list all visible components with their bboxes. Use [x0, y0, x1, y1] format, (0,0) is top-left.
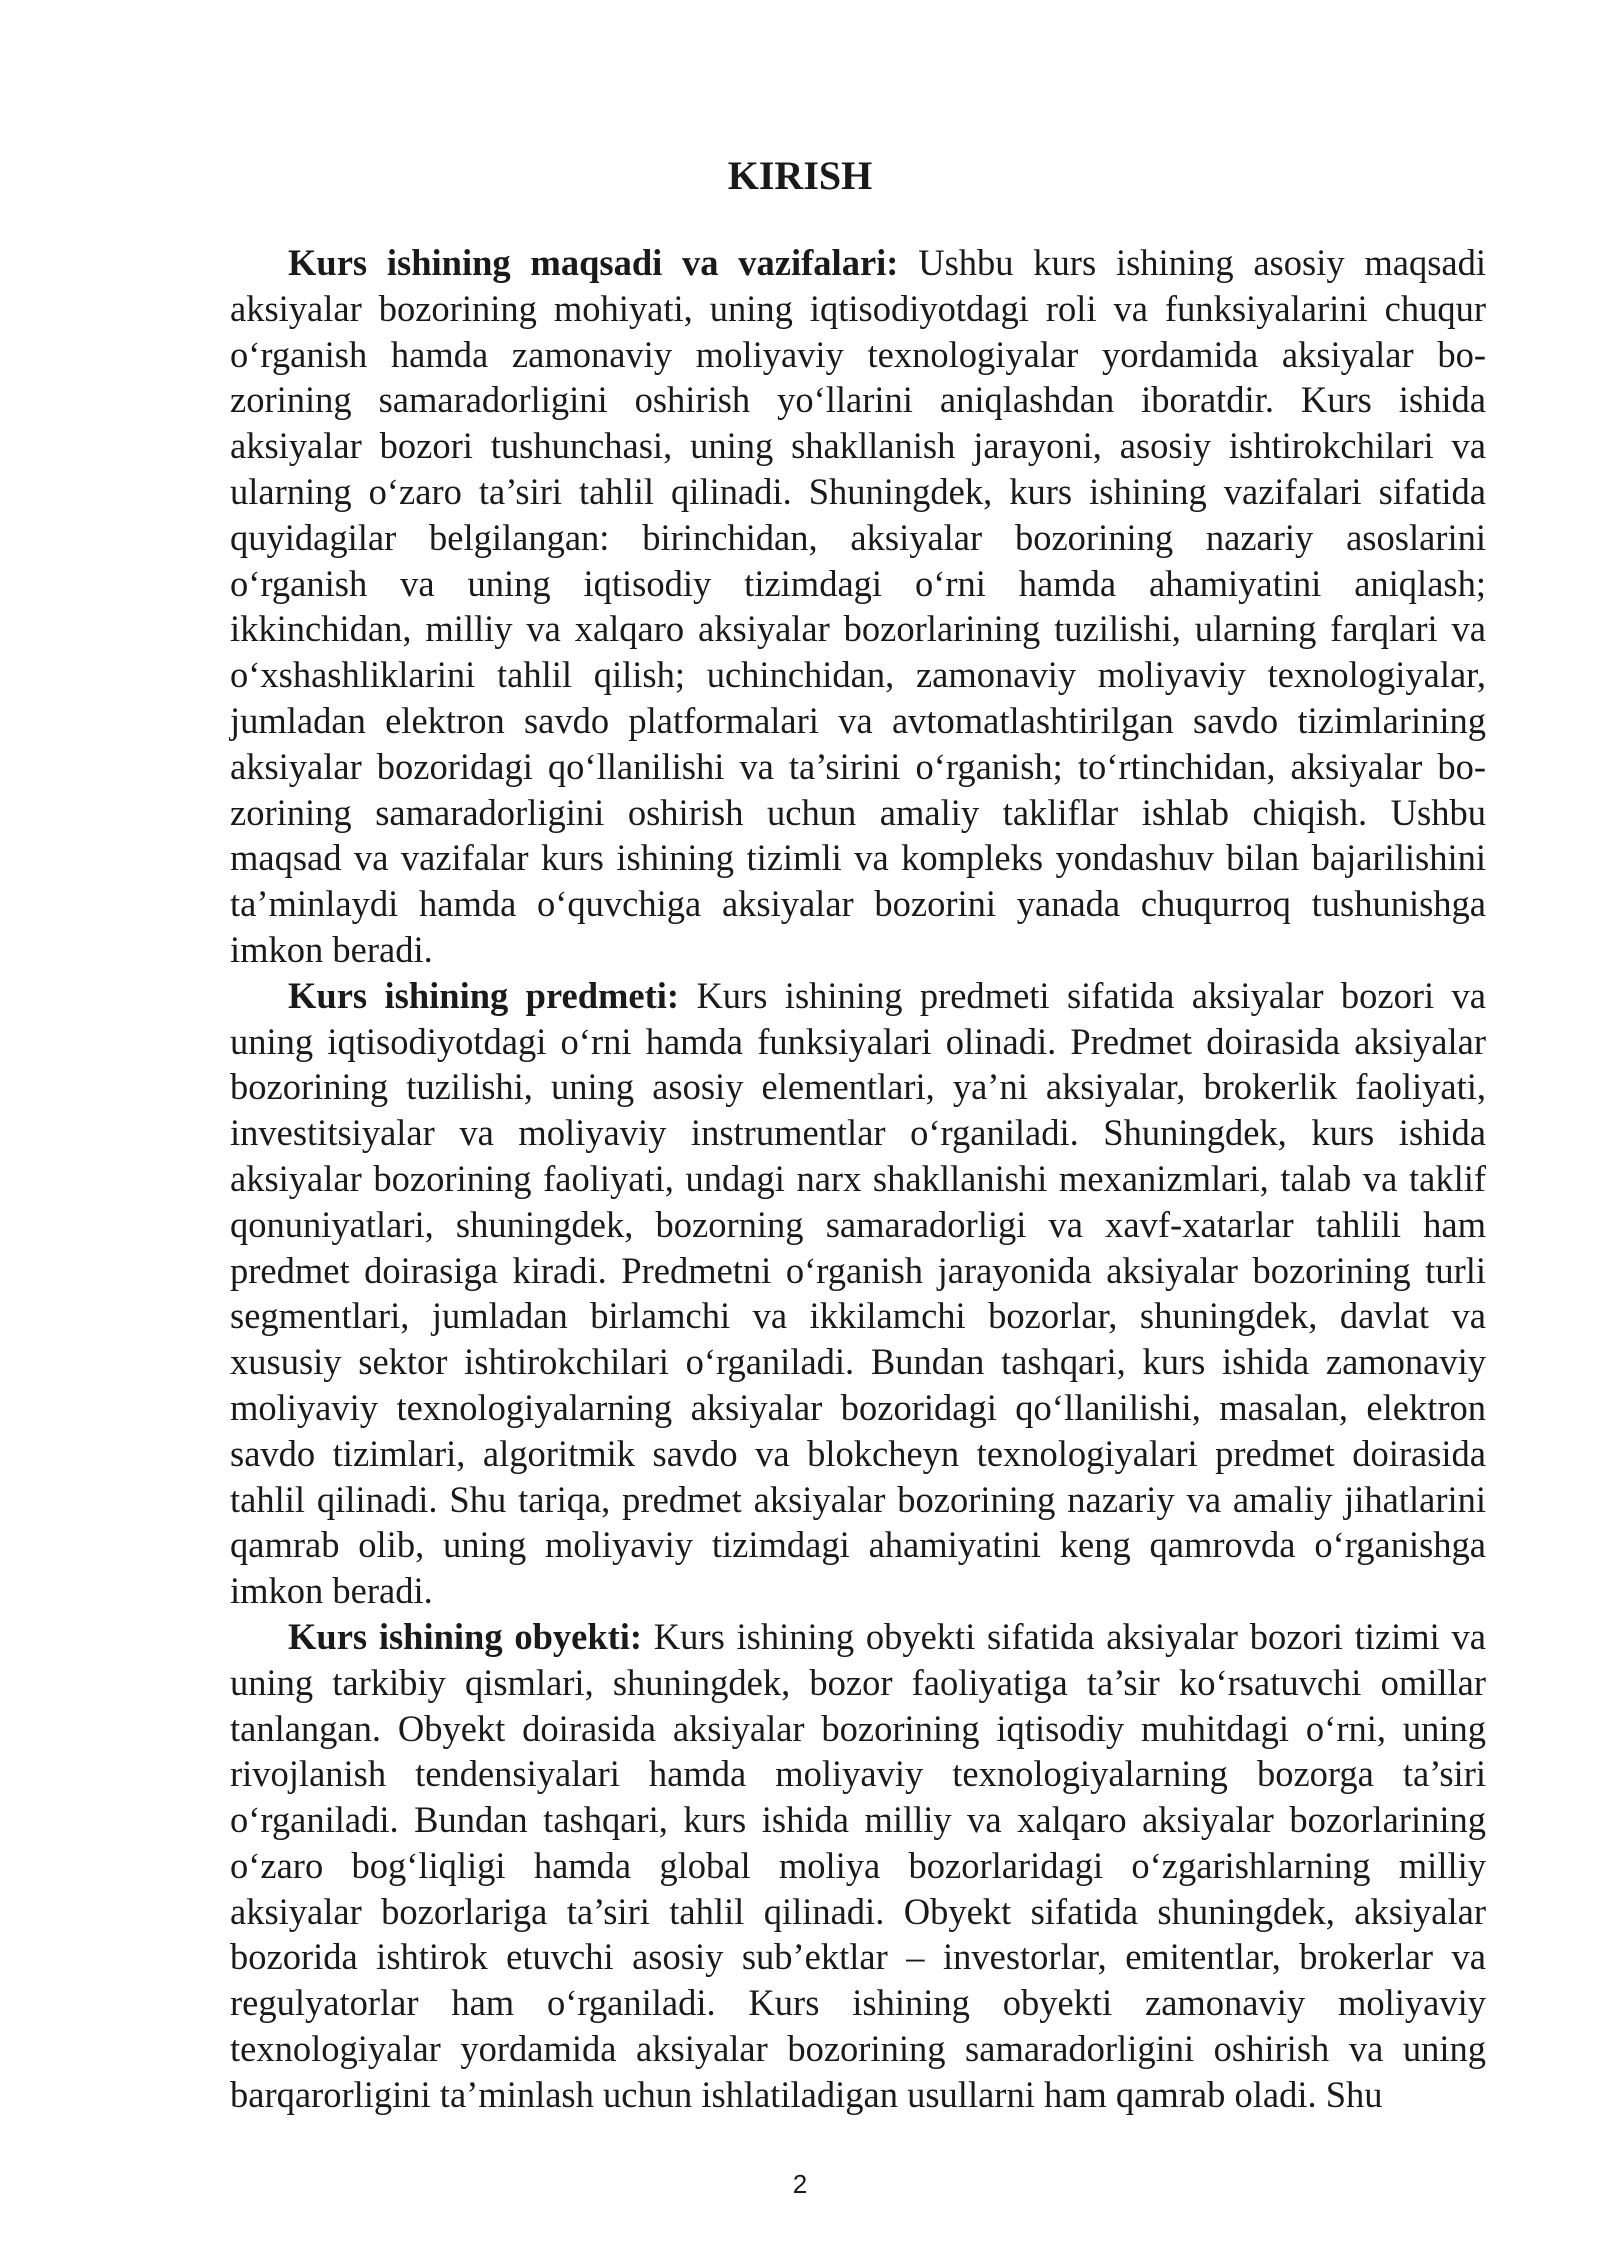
page-number: 2: [792, 2169, 808, 2199]
paragraph-purpose: [230, 240, 1486, 973]
page-title: KIRISH: [727, 153, 873, 198]
paragraph-lead: Kurs ishining predmeti:: [288, 974, 680, 1016]
paragraph-text: Kurs ishining obyekti sifatida aksiyalar bozori tizimi va uning tarkibiy qismlari, shuningdek, bozor faoliyatiga ta’sir ko‘rsatuvchi omillar tanlangan. Obyekt doirasida aksiyalar bozorining iqtisodiy muhitdagi o‘rni, uning rivojlanish tendensiyalari hamda moliyaviy texnologiyalarning bozorga ta’siri o‘rganiladi. Bundan tashqari, kurs ishida milliy va xalqaro aksiyalar bozorlarining o‘zaro bog‘liqligi hamda global moliya bozorlaridagi o‘zgarishlarning milliy aksiyalar bozorlariga ta’siri tahlil qilinadi. Obyekt sifatida shuningdek, aksiyalar bozorida ishtirok etuvchi asosiy sub’ektlar – investorlar, emitentlar, brokerlar va regulyatorlar ham o‘rganiladi. Kurs ishining obyekti zamonaviy moliyaviy texnologiyalar yordamida aksiyalar bozorining samaradorligini oshirish va uning barqarorligini ta’minlash uchun ishlatiladigan usullarni ham qamrab oladi. Shu: [230, 1615, 1486, 2115]
paragraph-text: Ushbu kurs ishining asosiy maqsadi aksiyalar bozorining mohiyati, uning iqtisodiyotdagi roli va funksiyalarini chuqur o‘rganish hamda zamonaviy moliyaviy texnologiyalar yordamida aksiyalar bozorining samaradorligini oshirish yo‘llarini aniqlashdan iboratdir. Kurs ishida aksiyalar bozori tushunchasi, uning shakllanish jarayoni, asosiy ishtirokchilari va ularning o‘zaro ta’siri tahlil qilinadi. Shuningdek, kurs ishining vazifalari sifatida quyidagilar belgilangan: birinchidan, aksiyalar bozorining nazariy asoslarini o‘rganish va uning iqtisodiy tizimdagi o‘rni hamda ahamiyatini aniqlash; ikkinchidan, milliy va xalqaro aksiyalar bozorlarining tuzilishi, ularning farqlari va o‘xshashliklarini tahlil qilish; uchinchidan, zamonaviy moliyaviy texnologiyalar, jumladan elektron savdo platformalari va avtomatlashtirilgan savdo tizimlarining aksiyalar bozoridagi qo‘llanilishi va ta’sirini o‘rganish; to‘rtinchidan, aksiyalar bozorining samaradorligini oshirish uchun amaliy takliflar ishlab chiqish. Ushbu maqsad va vazifalar kurs ishining tizimli va kompleks yondashuv bilan bajarilishini ta’minlaydi hamda o‘quvchiga aksiyalar bozorini yanada chuqurroq tushunishga imkon beradi.: [230, 242, 1487, 970]
paragraph-subject: [230, 973, 1486, 1614]
paragraph-text: Kurs ishining predmeti sifatida aksiyalar bozori va uning iqtisodiyotdagi o‘rni hamda funksiyalari olinadi. Predmet doirasida aksiyalar bozorining tuzilishi, uning asosiy elementlari, ya’ni aksiyalar, brokerlik faoliyati, investitsiyalar va moliyaviy instrumentlar o‘rganiladi. Shuningdek, kurs ishida aksiyalar bozorining faoliyati, undagi narx shakllanishi mexanizmlari, talab va taklif qonuniyatlari, shuningdek, bozorning samaradorligi va xavf-xatarlar tahlili ham predmet doirasiga kiradi. Predmetni o‘rganish jarayonida aksiyalar bozorining turli segmentlari, jumladan birlamchi va ikkilamchi bozorlar, shuningdek, davlat va xususiy sektor ishtirokchilari o‘rganiladi. Bundan tashqari, kurs ishida zamonaviy moliyaviy texnologiyalarning aksiyalar bozoridagi qo‘llanilishi, masalan, elektron savdo tizimlari, algoritmik savdo va blokcheyn texnologiyalari predmet doirasida tahlil qilinadi. Shu tariqa, predmet aksiyalar bozorining nazariy va amaliy jihatlarini qamrab olib, uning moliyaviy tizimdagi ahamiyatini keng qamrovda o‘rganishga imkon beradi.: [230, 974, 1486, 1612]
paragraph-lead: Kurs ishining maqsadi va vazifalari:: [288, 242, 899, 283]
paragraph-lead: Kurs ishining obyekti:: [288, 1615, 643, 1657]
body-text: [230, 240, 1486, 2118]
paragraph-object: [230, 1614, 1486, 2118]
